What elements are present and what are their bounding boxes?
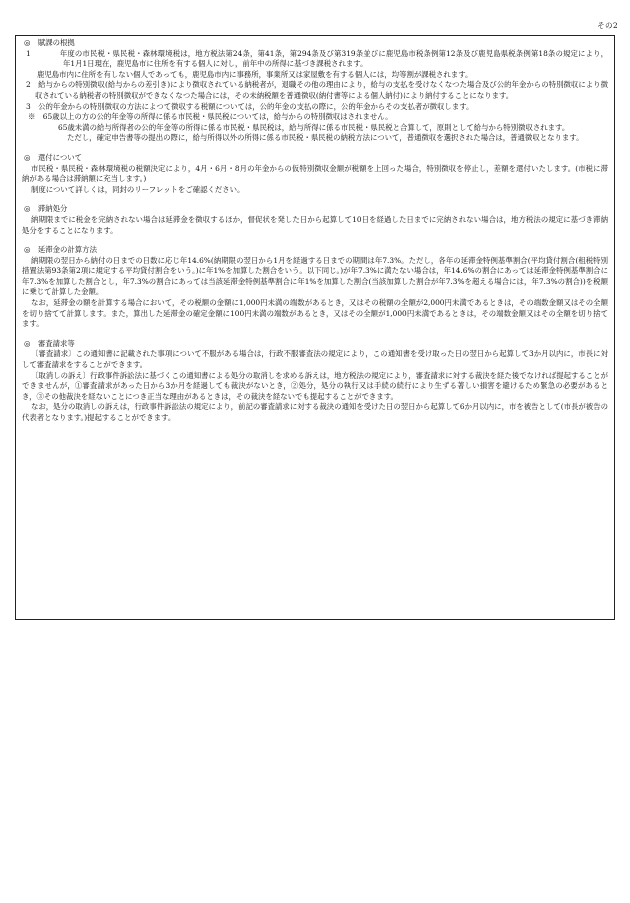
section-heading: ◎ 延滞金の計算方法 (24, 245, 97, 255)
refund-paragraph-1: 市民税・県民税・森林環境税の税額決定により，4月・6月・8月の年金からの仮特別徴収金額が税額を上回った場合，特別徴収を停止し，差額を還付いたします。(市税に滞納がある場合は滞納額に充当します。) (22, 163, 608, 184)
basis-note: ※ 65歳以上の方の公的年金等の所得に係る市民税・県民税については，給与からの特別徴収はされません。 (28, 112, 393, 122)
basis-item-1-para-2: 鹿児島市内に住所を有しない個人であっても，鹿児島市内に事務所，事業所又は家屋敷を有する個人には，均等割が課税されます。 (37, 69, 473, 79)
explanation-box (15, 35, 615, 620)
basis-note-sub-2: ただし，確定申告書等の提出の際に，給与所得以外の所得に係る市民税・県民税の納税方法について，普通徴収を選択された場合は，普通徴収となります。 (67, 133, 584, 143)
basis-item-2: 2 給与からの特別徴収(給与からの差引き)により徴収されている納税者が，退職その他の理由により，給与の支払を受けなくなつた場合及び公的年金からの特別徴収により徴収されている納税者の特別徴収ができなくなつた場合には，その未納税額を普通徴収(納付書等による個人納付)により納付することになります。 (26, 80, 608, 100)
section-heading: ◎ 還付について (24, 152, 83, 162)
section-basis (22, 38, 608, 144)
section-review (22, 339, 608, 424)
review-paragraph-2: 〔取消しの訴え〕行政事件訴訟法に基づくこの通知書による処分の取消しを求める訴えは，地方税法の規定により，審査請求に対する裁決を経た後でなければ提起することができませんが，①審査請求があった日から3か月を経過しても裁決がないとき，②処分，処分の執行又は手続の続行により生ずる著しい損害を避けるため緊急の必要があるとき，③その他裁決を経ないことにつき正当な理由があるときは，その裁決を経ないでも提起することができます。 (22, 370, 608, 401)
review-paragraph-1: 〔審査請求〕この通知書に記載された事項について不服がある場合は，行政不服審査法の規定により，この通知書を受け取った日の翌日から起算して3か月以内に，市長に対して審査請求をすることができます。 (22, 349, 608, 370)
item-text: 年1月1日現在，鹿児島市に住所を有する個人に対し，前年中の所得に基づき課税されます。 (63, 59, 368, 69)
refund-paragraph-2: 制度について詳しくは，同封のリーフレットをご確認ください。 (31, 184, 245, 194)
basis-item-3: 3 公的年金からの特別徴収の方法によつて徴収する税額については，公的年金の支払の際に，公的年金からその支払者が徴収します。 (26, 101, 474, 111)
item-text: 年度の市民税・県民税・森林環境税は，地方税法第24条，第41条，第294条及び第319条並びに鹿児島市税条例第12条及び鹿児島県税条例第18条の規定により， (59, 48, 608, 58)
section-heading: ◎ 賦課の根拠 (24, 38, 75, 47)
section-arrears (22, 204, 608, 236)
section-heading: ◎ 審査請求等 (24, 338, 75, 348)
basis-note-sub-1: 65歳未満の給与所得者の公的年金等の所得に係る市民税・県民税は，給与所得に係る市民税・県民税と合算して，原則として給与から特別徴収されます。 (58, 122, 570, 132)
late-fee-paragraph-2: なお，延滞金の額を計算する場合において，その税額の金額に1,000円未満の端数があるとき，又はその税額の全額が2,000円未満であるときは，その端数金額又はその全額を切り捨てて計算します。また，算出した延滞金の確定金額に100円未満の端数があるとき，又はその全額が1,000円未満であるときは，その端数金額又はその全額を切り捨てます。 (22, 298, 608, 329)
late-fee-paragraph-1: 納期限の翌日から納付の日までの日数に応じ年14.6%(納期限の翌日から1月を経過する日までの期間は年7.3%。ただし，各年の延滞金特例基準割合(平均貸付割合(租税特別措置法第93条第2項に規定する平均貸付割合をいう。)に年1%を加算した割合をいう。以下同じ。)が年7.3%に満たない場合は，年14.6%の割合にあっては延滞金特例基準割合に年7.3%を加算した割合とし，年7.3%の割合にあっては当該延滞金特例基準割合に年1%を加算した割合(当該加算した割合が年7.3%を超える場合には，年7.3%の割合))を税額に乗じて計算した金額。 (22, 255, 608, 297)
section-heading: ◎ 滞納処分 (24, 204, 68, 214)
item-number: 1 (26, 48, 31, 58)
section-refund (22, 153, 608, 195)
section-late-fee (22, 245, 608, 330)
arrears-paragraph: 納期限までに税金を完納されない場合は延滞金を徴収するほか，督促状を発した日から起算して10日を経過した日までに完納されない場合は，地方税法の規定に基づき滞納処分をすることになります。 (22, 214, 608, 235)
page-number: その2 (597, 21, 618, 30)
basis-item-1 (22, 49, 608, 70)
review-paragraph-3: なお，処分の取消しの訴えは，行政事件訴訟法の規定により，前記の審査請求に対する裁決の通知を受けた日の翌日から起算して6か月以内に，市を被告として(市長が被告の代表者となります。)提起することができます。 (22, 402, 608, 422)
